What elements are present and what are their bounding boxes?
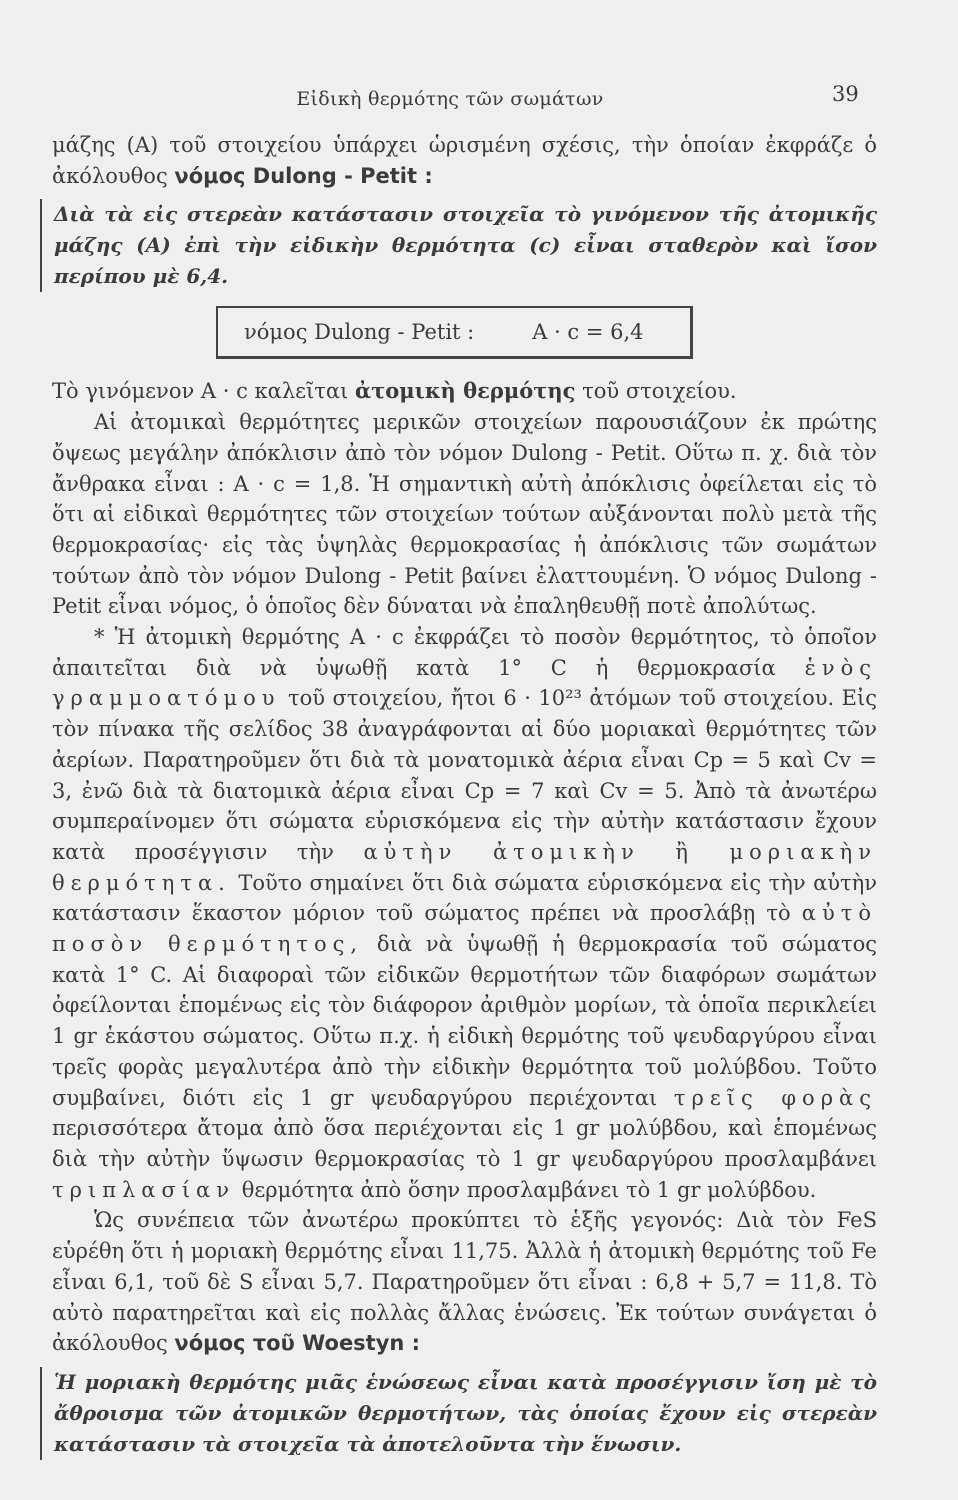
formula-label: νόμος Dulong - Petit :: [244, 320, 475, 345]
p3-text-a: * Ἡ ἀτομικὴ θερμότης A · c ἐκφράζει τὸ ποσὸν θερμότητος, τὸ ὁποῖον ἀπαιτεῖται διὰ νὰ ὑψωθῇ κατὰ 1° C ἡ θερμοκρασία: [52, 625, 877, 680]
dulong-petit-law-statement: Διὰ τὰ εἰς στερεὰν κατάστασιν στοιχεῖα τὸ γινόμενον τῆς ἀτομικῆς μάζης (A) ἐπὶ τὴν εἰδικὴν θερμότητα (c) εἶναι σταθερὸν καὶ ἴσον περίπου μὲ 6,4.: [40, 199, 877, 292]
running-header: Εἰδικὴ θερμότης τῶν σωμάτων: [296, 88, 604, 110]
paragraph-woestyn: [52, 1205, 877, 1359]
formula-box: [216, 306, 693, 359]
p3-spaced-5: τριπλασίαν: [52, 1177, 236, 1202]
page-number: 39: [832, 82, 859, 106]
paragraph-deviation: Αἱ ἀτομικαὶ θερμότητες μερικῶν στοιχείων παρουσιάζουν ἐκ πρώτης ὄψεως μεγάλην ἀπόκλισιν ἀπὸ τὸν νόμον Dulong - Petit. Οὕτω π. χ. διὰ τὸν ἄνθρακα εἶναι : A · c = 1,8. Ἡ σημαντικὴ αὐτὴ ἀπόκλισις ὀφείλεται εἰς τὸ ὅτι αἱ εἰδικαὶ θερμότητες τῶν στοιχείων τούτων αὐξάνονται πολὺ μετὰ τῆς θερμοκρασίας· εἰς τὰς ὑψηλὰς θερμοκρασίας ἡ ἀπόκλισις τῶν σωμάτων τούτων ἀπὸ τὸν νόμον Dulong - Petit βαίνει ἐλαττουμένη. Ὁ νόμος Dulong - Petit εἶναι νόμος, ὁ ὁποῖος δὲν δύναται νὰ ἐπαληθευθῇ ποτὲ ἀπολύτως.: [52, 410, 877, 619]
dulong-petit-law-title: νόμος Dulong - Petit :: [174, 163, 433, 188]
p1-text-c: τοῦ στοιχείου.: [582, 379, 737, 404]
intro-text: μάζης (A) τοῦ στοιχείου ὑπάρχει ὡρισμένη σχέσις, τὴν ὁποίαν ἐκφράζε ὁ ἀκόλουθος: [52, 133, 877, 188]
p3-text-b: τοῦ στοιχείου, ἤτοι 6 · 10²³ ἀτόμων τοῦ στοιχείου. Εἰς τὸν πίνακα τῆς σελίδος 38 ἀναγράφονται αἱ δύο μοριακαὶ θερμότητες τῶν ἀερίων. Παρατηροῦμεν ὅτι διὰ τὰ μονατομικὰ ἀέρια εἶναι Cp = 5 καὶ Cv = 3, ἐνῶ διὰ τὰ διατομικὰ ἀέρια εἶναι Cp = 7 καὶ Cv = 5. Ἀπὸ τὰ ἀνωτέρω συμπεραίνομεν ὅτι σώματα εὑρισκόμενα εἰς τὴν αὐτὴν κατάστασιν ἔχουν κατὰ προσέγγισιν τὴν: [52, 686, 877, 864]
p3-spaced-2: αὐτὴν ἀτομικὴν ἢ μοριακὴν θερμότητα.: [52, 839, 877, 895]
p3-text-e: περισσότερα ἄτομα ἀπὸ ὅσα περιέχονται εἰς 1 gr μολύβδου, καὶ ἑπομένως διὰ τὴν αὐτὴν ὕψωσιν θερμοκρασίας τὸ 1 gr ψευδαργύρου προσλαμβάνει: [52, 1116, 877, 1171]
p3-text-d: διὰ νὰ ὑψωθῇ ἡ θερμοκρασία τοῦ σώματος κατὰ 1° C. Αἱ διαφοραὶ τῶν εἰδικῶν θερμοτήτων τῶν διαφόρων σωμάτων ὀφείλονται ἑπομένως εἰς τὸν διάφορον ἀριθμὸν μορίων, τὰ ὁποῖα περικλείει 1 gr ἑκάστου σώματος. Οὕτω π.χ. ἡ εἰδικὴ θερμότης τοῦ ψευδαργύρου εἶναι τρεῖς φορὰς μεγαλυτέρα ἀπὸ τὴν εἰδικὴν θερμότητα τοῦ μολύβδου. Τοῦτο συμβαίνει, διότι εἰς 1 gr ψευδαργύρου περιέχονται: [52, 932, 877, 1110]
p3-spaced-1: ἑνὸς γραμμοατόμου: [52, 655, 878, 711]
formula-equation: A · c = 6,4: [532, 320, 644, 345]
atomic-heat-term: ἀτομικὴ θερμότης: [354, 378, 576, 404]
page-body: [52, 130, 877, 1470]
paragraph-atomic-heat: [52, 376, 877, 407]
woestyn-law-statement: Ἡ μοριακὴ θερμότης μιᾶς ἑνώσεως εἶναι κατὰ προσέγγισιν ἴση μὲ τὸ ἄθροισμα τῶν ἀτομικῶν θερμοτήτων, τὰς ὁποίας ἔχουν εἰς στερεὰν κατάστασιν τὰ στοιχεῖα τὰ ἀποτελοῦντα τὴν ἕνωσιν.: [40, 1367, 877, 1460]
intro-paragraph: [52, 130, 877, 191]
p3-text-f: θερμότητα ἀπὸ ὅσην προσλαμβάνει τὸ 1 gr μολύβδου.: [241, 1177, 817, 1202]
woestyn-law-title: νόμος τοῦ Woestyn :: [174, 1331, 421, 1356]
p4-text: Ὡς συνέπεια τῶν ἀνωτέρω προκύπτει τὸ ἑξῆς γεγονός: Διὰ τὸν FeS εὑρέθη ὅτι ἡ μοριακὴ θερμότης εἶναι 11,75. Ἀλλὰ ἡ ἀτομικὴ θερμότης τοῦ Fe εἶναι 6,1, τοῦ δὲ S εἶναι 5,7. Παρατηροῦμεν ὅτι εἶναι : 6,8 + 5,7 = 11,8. Τὸ αὐτὸ παρατηρεῖται καὶ εἰς πολλὰς ἄλλας ἑνώσεις. Ἐκ τούτων συνάγεται ὁ ἀκόλουθος: [52, 1208, 877, 1356]
formula-area: [52, 302, 877, 368]
p1-text-a: Τὸ γινόμενον A · c καλεῖται: [52, 379, 349, 404]
p3-spaced-3: αὐτὸ ποσὸν θερμότητος,: [52, 901, 877, 957]
paragraph-explanation: [52, 622, 877, 1205]
p3-text-c: Τοῦτο σημαίνει ὅτι διὰ σώματα εὑρισκόμενα εἰς τὴν αὐτὴν κατάστασιν ἕκαστον μόριον τοῦ σώματος πρέπει νὰ προσλάβῃ τὸ: [52, 870, 877, 926]
p3-spaced-4: τρεῖς φορὰς: [673, 1085, 877, 1110]
